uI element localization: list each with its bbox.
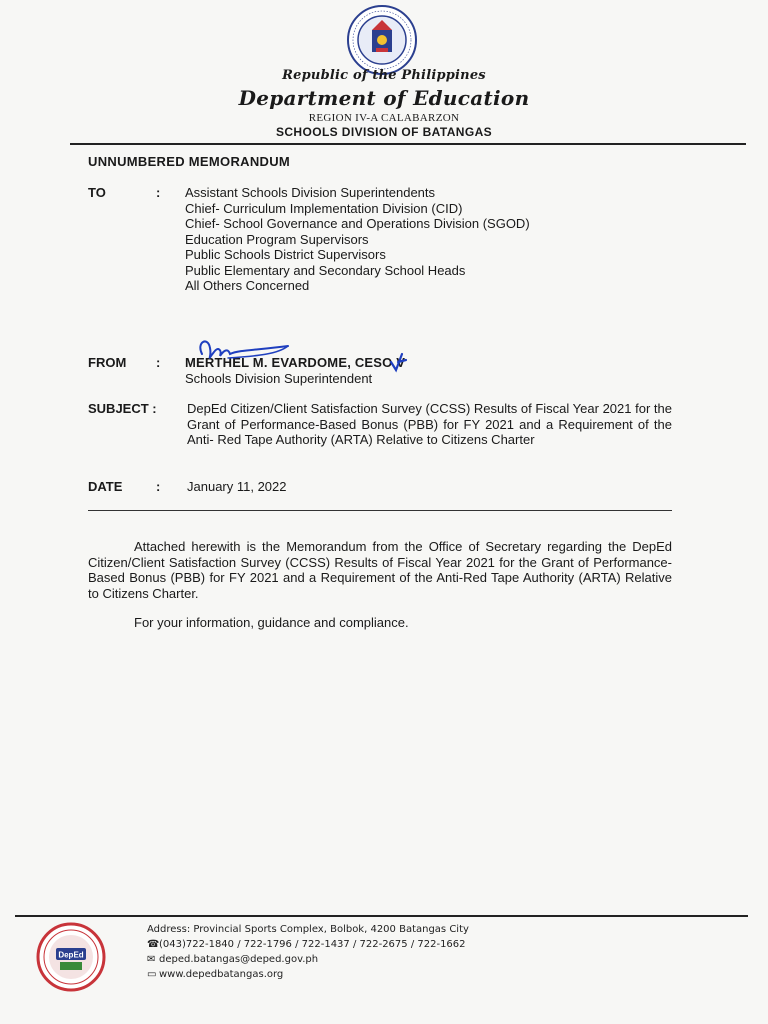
memo-divider bbox=[88, 510, 672, 511]
recipient-item: All Others Concerned bbox=[185, 278, 310, 293]
department-heading: Department of Education bbox=[238, 86, 530, 110]
footer-email: deped.batangas@deped.gov.ph bbox=[159, 954, 319, 965]
recipient-item: Assistant Schools Division Superintendents bbox=[185, 185, 436, 200]
deped-seal-logo bbox=[346, 4, 418, 76]
division-seal-logo bbox=[36, 922, 106, 992]
to-label: TO bbox=[88, 185, 106, 200]
recipient-item: Public Schools District Supervisors bbox=[185, 247, 386, 262]
subject-text: DepEd Citizen/Client Satisfaction Survey (CCSS) Results of Fiscal Year 2021 for the Grant of Performance-Based Bonus (PBB) for FY 2021 and a Requirement of the Anti- Red Tape Authority (ARTA) Relative to Citizens Charter bbox=[187, 401, 672, 448]
from-label: FROM bbox=[88, 355, 127, 370]
signature-mark bbox=[188, 328, 428, 380]
republic-heading: Republic of the Philippines bbox=[282, 68, 486, 83]
footer-phone: (043)722-1840 / 722-1796 / 722-1437 / 722-2675 / 722-1662 bbox=[159, 939, 466, 950]
to-colon: : bbox=[156, 185, 161, 200]
phone-icon: ☎ bbox=[147, 939, 160, 950]
body-paragraph: Attached herewith is the Memorandum from the Office of Secretary regarding the DepEd Citizen/Client Satisfaction Survey (CCSS) Results of Fiscal Year 2021 for the Grant of Performance-Based Bonus (PBB) for FY 2021 and a Requirement of the Anti-Red Tape Authority (ARTA) Relative to Citizens Charter. bbox=[88, 539, 672, 601]
monitor-icon: ▭ bbox=[147, 969, 157, 980]
header-divider bbox=[70, 143, 746, 145]
footer-phone-row bbox=[147, 937, 469, 952]
division-heading: SCHOOLS DIVISION OF BATANGAS bbox=[275, 125, 493, 139]
closing-paragraph: For your information, guidance and compliance. bbox=[134, 615, 409, 630]
footer-email-row bbox=[147, 952, 469, 967]
date-colon: : bbox=[156, 479, 161, 494]
recipient-item: Education Program Supervisors bbox=[185, 231, 369, 247]
svg-text:DepEd: DepEd bbox=[58, 950, 84, 960]
memo-date: January 11, 2022 bbox=[187, 479, 287, 494]
footer-address: Address: Provincial Sports Complex, Bolbok, 4200 Batangas City bbox=[147, 924, 469, 935]
recipient-list bbox=[185, 185, 530, 294]
from-colon: : bbox=[156, 355, 161, 370]
recipient-item: Chief- Curriculum Implementation Division (CID) bbox=[185, 200, 463, 216]
recipient-item: Chief- School Governance and Operations Division (SGOD) bbox=[185, 216, 530, 231]
footer-contact bbox=[147, 922, 469, 982]
footer-website-row bbox=[147, 967, 469, 982]
mail-icon: ✉ bbox=[147, 954, 156, 965]
footer-divider bbox=[15, 915, 748, 917]
region-heading: REGION IV-A CALABARZON bbox=[308, 112, 460, 124]
date-label: DATE bbox=[88, 479, 123, 494]
footer-website: www.depedbatangas.org bbox=[159, 969, 284, 980]
sender-title: Schools Division Superintendent bbox=[185, 371, 373, 386]
subject-label: SUBJECT : bbox=[88, 401, 157, 416]
recipient-item: Public Elementary and Secondary School Heads bbox=[185, 262, 466, 278]
memo-type: UNNUMBERED MEMORANDUM bbox=[88, 154, 291, 169]
sender-name: MERTHEL M. EVARDOME, CESO V bbox=[185, 355, 406, 370]
